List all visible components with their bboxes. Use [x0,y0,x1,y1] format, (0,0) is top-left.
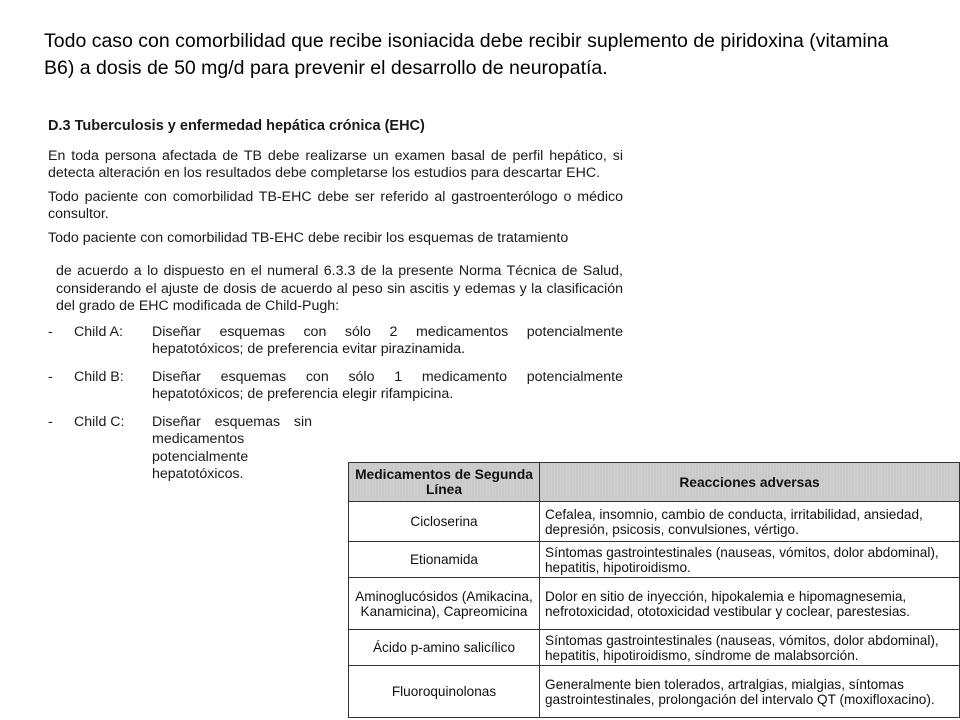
child-b-item [48,369,623,404]
cell-medication: Etionamida [349,542,540,578]
cell-medication: Cicloserina [349,502,540,542]
cell-reaction: Síntomas gastrointestinales (nauseas, vómitos, dolor abdominal), hepatitis, hipotiroidismo, síndrome de malabsorción. [540,630,960,666]
table-row [349,630,960,666]
section-heading: D.3 Tuberculosis y enfermedad hepática crónica (EHC) [48,118,425,134]
child-a-text: Diseñar esquemas con sólo 2 medicamentos potencialmente hepatotóxicos; de preferencia evitar pirazinamida. [152,323,623,357]
table-row [349,542,960,578]
table-row [349,502,960,542]
child-b-text: Diseñar esquemas con sólo 1 medicamento potencialmente hepatotóxicos; de preferencia elegir rifampicina. [152,368,623,402]
cell-reaction: Dolor en sitio de inyección, hipokalemia e hipomagnesemia, nefrotoxicidad, ototoxicidad vestibular y coclear, parestesias. [540,578,960,630]
cell-reaction: Cefalea, insomnio, cambio de conducta, irritabilidad, ansiedad, depresión, psicosis, convulsiones, vértigo. [540,502,960,542]
child-c-label: Child C: [74,413,125,430]
cell-medication: Aminoglucósidos (Amikacina, Kanamicina), Capreomicina [349,578,540,630]
child-a-item [48,324,623,359]
list-dash: - [48,323,53,340]
cell-medication: Fluoroquinolonas [349,666,540,718]
cell-medication: Ácido p-amino salicílico [349,630,540,666]
list-dash: - [48,413,53,430]
paragraph-baseline-exam: En toda persona afectada de TB debe realizarse un examen basal de perfil hepático, si detecta alteración en los resultados debe completarse los estudios para descartar EHC. [48,147,623,181]
adverse-reactions-table [348,462,960,718]
header-adverse-reactions: Reacciones adversas [540,463,960,502]
paragraph-referral: Todo paciente con comorbilidad TB-EHC debe ser referido al gastroenterólogo o médico consultor. [48,188,623,222]
child-a-label: Child A: [74,323,123,340]
table-header-row [349,463,960,502]
list-dash: - [48,368,53,385]
cell-reaction: Síntomas gastrointestinales (nauseas, vómitos, dolor abdominal), hepatitis, hipotiroidismo. [540,542,960,578]
header-medications: Medicamentos de Segunda Línea [349,463,540,502]
table-row [349,666,960,718]
paragraph-treatment: Todo paciente con comorbilidad TB-EHC debe recibir los esquemas de tratamiento [48,229,569,246]
table-row [349,578,960,630]
intro-paragraph: Todo caso con comorbilidad que recibe isoniacida debe recibir suplemento de piridoxina (vitamina B6) a dosis de 50 mg/d para prevenir el desarrollo de neuropatía. [44,30,889,79]
child-c-text: Diseñar esquemas sin medicamentos potencialmente hepatotóxicos. [152,413,312,482]
cell-reaction: Generalmente bien tolerados, artralgias, mialgias, síntomas gastrointestinales, prolongación del intervalo QT (moxifloxacino). [540,666,960,718]
scanned-section [48,118,623,494]
child-b-label: Child B: [74,368,124,385]
paragraph-child-pugh: de acuerdo a lo dispuesto en el numeral 6.3.3 de la presente Norma Técnica de Salud, considerando el ajuste de dosis de acuerdo al peso sin ascitis y edemas y la clasificación del grado de EHC modificada de Child-Pugh: [56,263,623,314]
